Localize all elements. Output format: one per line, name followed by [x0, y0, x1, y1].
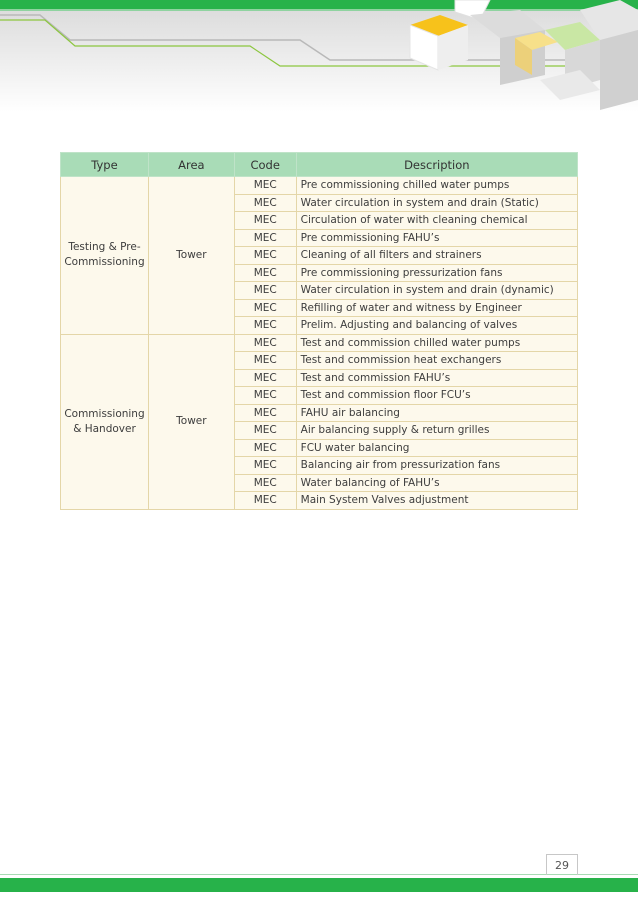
code-cell: MEC	[234, 474, 296, 492]
description-cell: Refilling of water and witness by Engineer	[296, 299, 577, 317]
code-cell: MEC	[234, 282, 296, 300]
commissioning-table	[60, 152, 578, 510]
description-cell: Test and commission chilled water pumps	[296, 334, 577, 352]
table-row	[61, 177, 578, 195]
table-row	[61, 334, 578, 352]
description-cell: FCU water balancing	[296, 439, 577, 457]
code-cell: MEC	[234, 492, 296, 510]
code-cell: MEC	[234, 352, 296, 370]
header-cubes-graphic	[0, 0, 638, 112]
description-cell: Air balancing supply & return grilles	[296, 422, 577, 440]
header-area: Area	[148, 153, 234, 177]
code-cell: MEC	[234, 369, 296, 387]
header-description: Description	[296, 153, 577, 177]
description-cell: Test and commission floor FCU’s	[296, 387, 577, 405]
code-cell: MEC	[234, 194, 296, 212]
table-header-row	[61, 153, 578, 177]
page-number: 29	[546, 854, 578, 875]
footer-bar	[0, 878, 638, 892]
header-code: Code	[234, 153, 296, 177]
description-cell: Cleaning of all filters and strainers	[296, 247, 577, 265]
code-cell: MEC	[234, 334, 296, 352]
table-body	[61, 177, 578, 510]
code-cell: MEC	[234, 299, 296, 317]
description-cell: Test and commission FAHU’s	[296, 369, 577, 387]
description-cell: Pre commissioning chilled water pumps	[296, 177, 577, 195]
description-cell: Pre commissioning FAHU’s	[296, 229, 577, 247]
type-cell: Commissioning & Handover	[61, 334, 149, 509]
type-cell: Testing & Pre- Commissioning	[61, 177, 149, 335]
description-cell: Main System Valves adjustment	[296, 492, 577, 510]
description-cell: Pre commissioning pressurization fans	[296, 264, 577, 282]
description-cell: Water circulation in system and drain (Static)	[296, 194, 577, 212]
code-cell: MEC	[234, 317, 296, 335]
description-cell: Test and commission heat exchangers	[296, 352, 577, 370]
code-cell: MEC	[234, 212, 296, 230]
description-cell: FAHU air balancing	[296, 404, 577, 422]
area-cell: Tower	[148, 177, 234, 335]
description-cell: Balancing air from pressurization fans	[296, 457, 577, 475]
area-cell: Tower	[148, 334, 234, 509]
code-cell: MEC	[234, 229, 296, 247]
description-cell: Prelim. Adjusting and balancing of valves	[296, 317, 577, 335]
code-cell: MEC	[234, 387, 296, 405]
code-cell: MEC	[234, 247, 296, 265]
description-cell: Water circulation in system and drain (dynamic)	[296, 282, 577, 300]
code-cell: MEC	[234, 404, 296, 422]
code-cell: MEC	[234, 264, 296, 282]
code-cell: MEC	[234, 422, 296, 440]
code-cell: MEC	[234, 457, 296, 475]
footer-divider	[0, 874, 638, 875]
header-decoration	[0, 0, 638, 112]
header-type: Type	[61, 153, 149, 177]
code-cell: MEC	[234, 177, 296, 195]
description-cell: Water balancing of FAHU’s	[296, 474, 577, 492]
description-cell: Circulation of water with cleaning chemical	[296, 212, 577, 230]
code-cell: MEC	[234, 439, 296, 457]
